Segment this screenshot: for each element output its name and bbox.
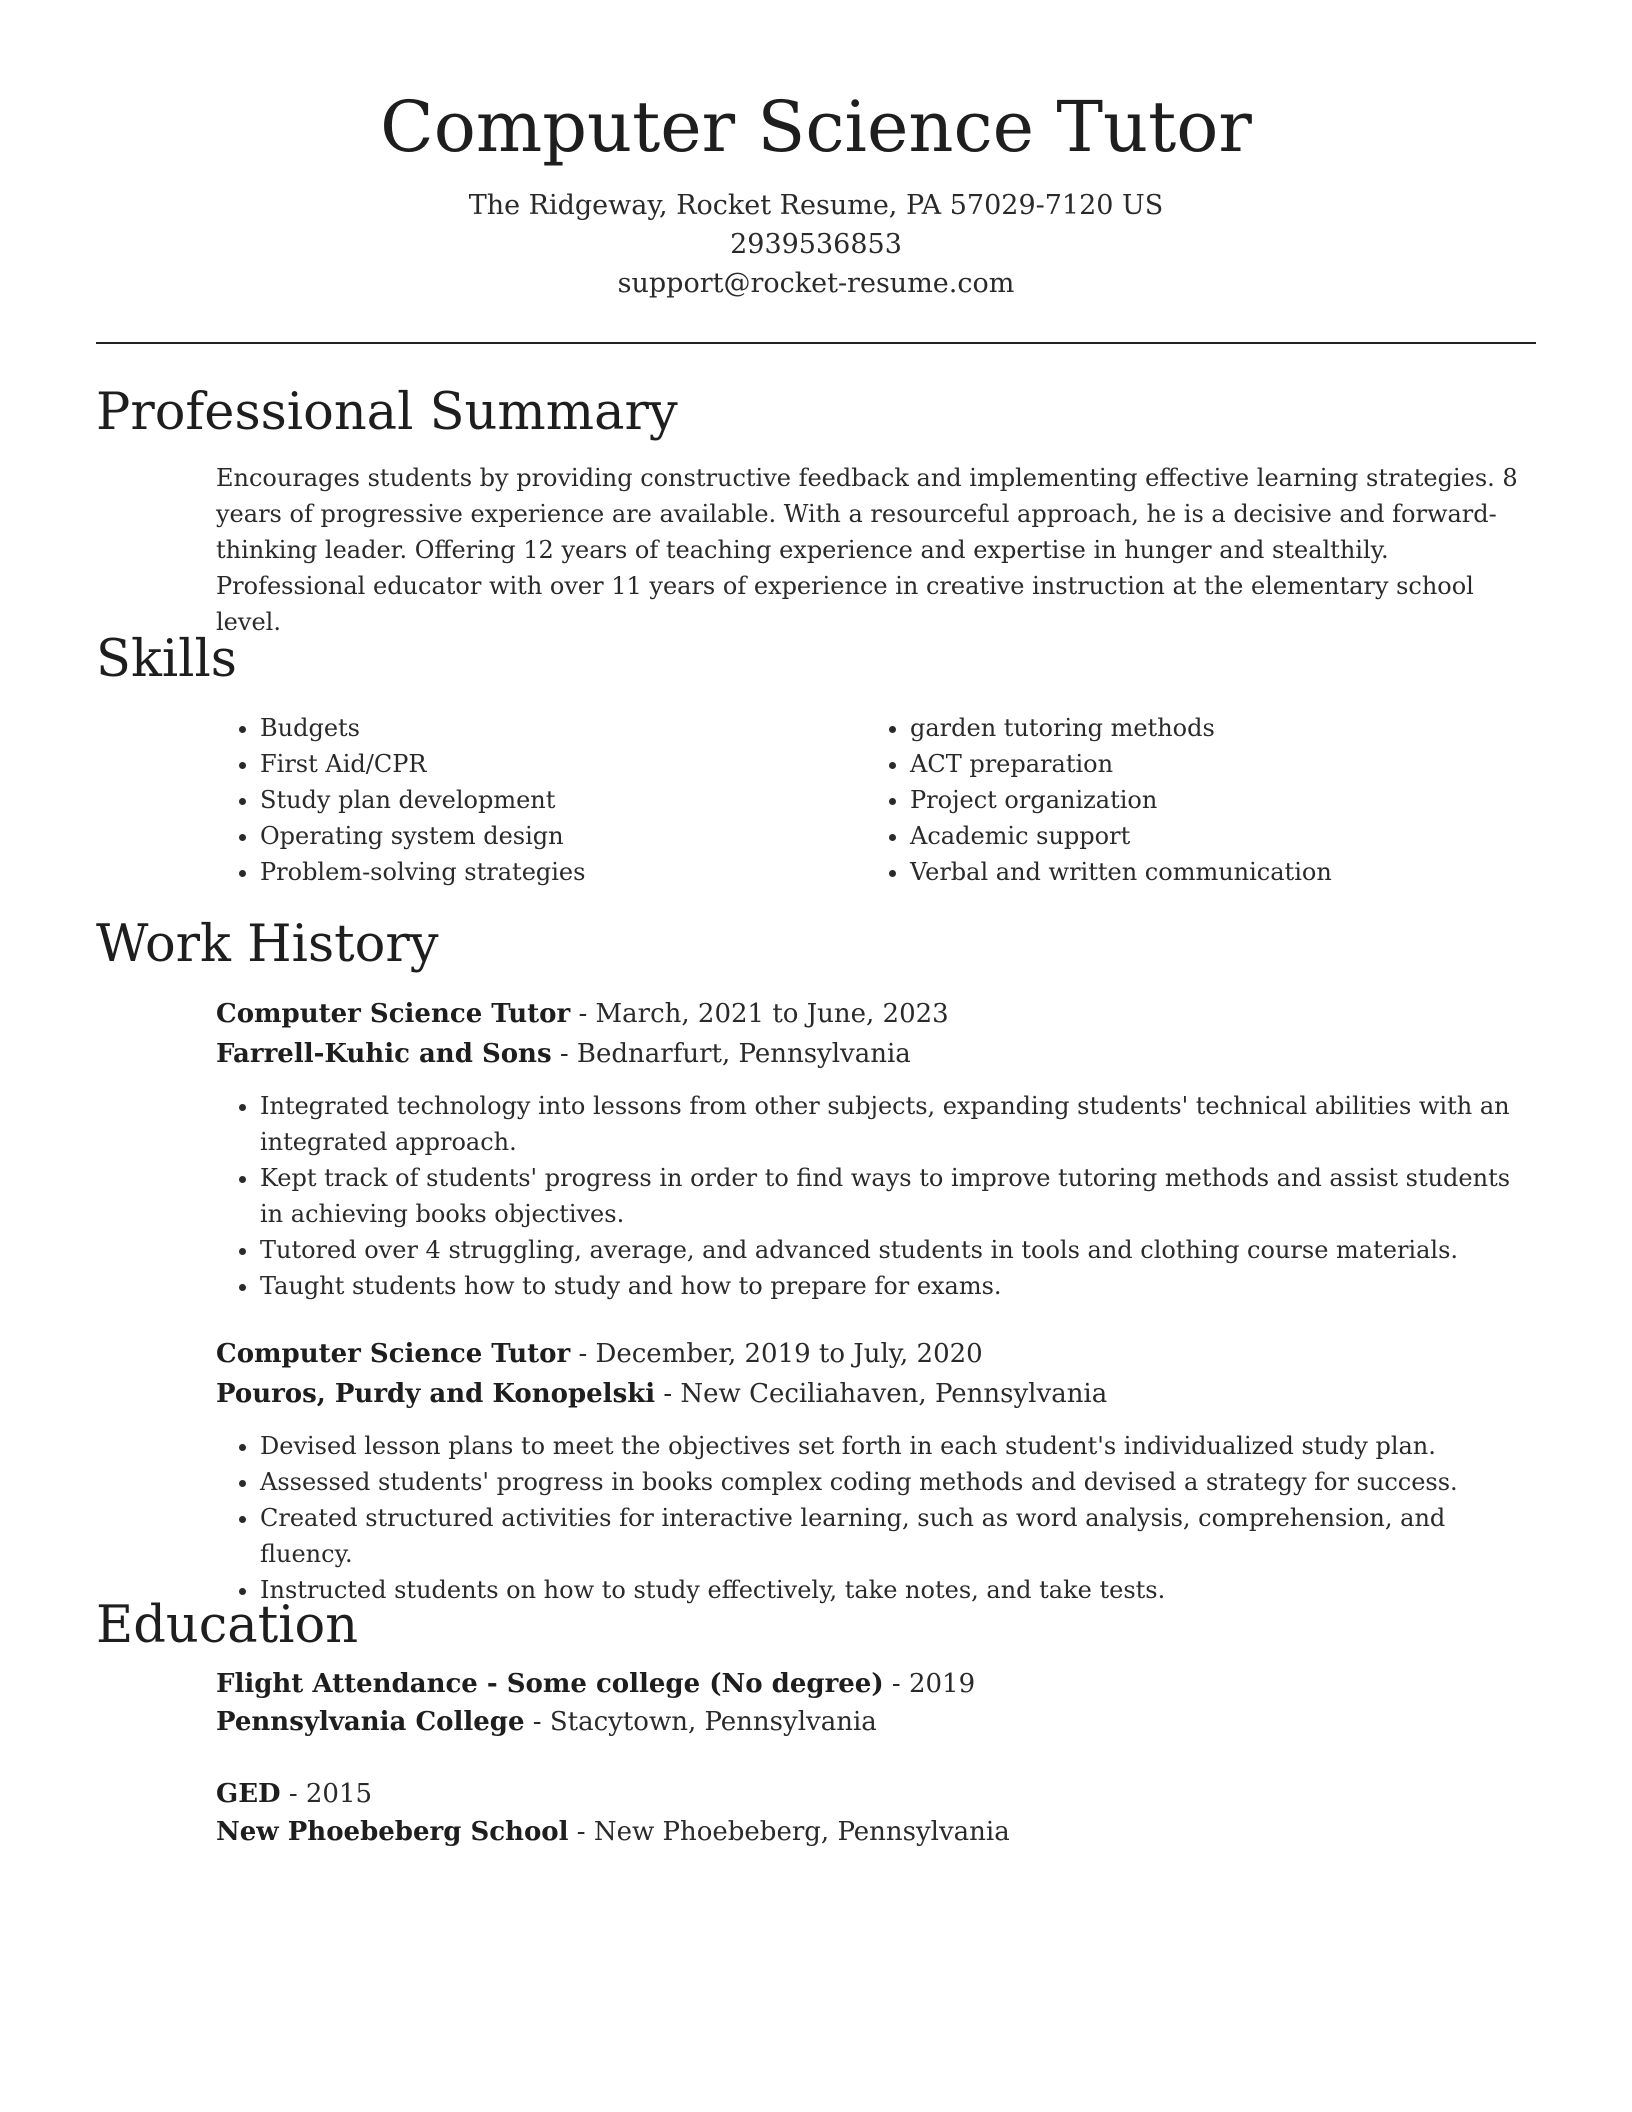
job-role: Computer Science Tutor [216,1339,571,1369]
education-school-line [216,1813,1536,1851]
job-dates: - March, 2021 to June, 2023 [570,999,949,1029]
job-location: - New Ceciliahaven, Pennsylvania [655,1379,1108,1409]
job-entry [216,994,1536,1304]
education-degree-line [216,1665,1536,1703]
skill-item: • ACT preparation [910,746,1530,782]
education-school: Pennsylvania College [216,1707,525,1737]
job-title-line [216,994,1536,1034]
education-school: New Phoebeberg School [216,1817,569,1847]
skill-item: • Budgets [260,710,880,746]
skill-item: • First Aid/CPR [260,746,880,782]
skill-item: • Academic support [910,818,1530,854]
contact-email: support@rocket-resume.com [617,268,1015,299]
job-location: - Bednarfurt, Pennsylvania [551,1039,911,1069]
education-year: - 2015 [280,1779,373,1809]
education-entry [216,1665,1536,1741]
job-bullets [216,1428,1536,1608]
job-company: Pouros, Purdy and Konopelski [216,1379,656,1409]
skills-list-right [866,710,1530,890]
job-company-line [216,1374,1536,1414]
section-title-education: Education [96,1596,359,1655]
education-year: - 2019 [883,1669,976,1699]
job-bullet: • Devised lesson plans to meet the objectives set forth in each student's individualized study plan. [260,1428,1536,1464]
job-entry [216,1334,1536,1608]
job-bullet: • Tutored over 4 struggling, average, and advanced students in tools and clothing course materials. [260,1232,1536,1268]
header-divider [96,342,1536,344]
section-title-work-history: Work History [96,915,439,974]
education-degree: GED [216,1779,281,1809]
education-degree-line [216,1775,1536,1813]
job-bullet: • Created structured activities for interactive learning, such as word analysis, comprehension, and fluency. [260,1500,1536,1572]
contact-address: The Ridgeway, Rocket Resume, PA 57029-7120 US [468,190,1164,221]
candidate-name: Computer Science Tutor [380,86,1252,168]
job-dates: - December, 2019 to July, 2020 [570,1339,983,1369]
education-entry [216,1775,1536,1851]
job-bullet: • Instructed students on how to study effectively, take notes, and take tests. [260,1572,1536,1608]
job-bullets [216,1088,1536,1304]
job-company: Farrell-Kuhic and Sons [216,1039,552,1069]
job-title-line [216,1334,1536,1374]
job-bullet: • Integrated technology into lessons from other subjects, expanding students' technical abilities with an integrated approach. [260,1088,1536,1160]
summary-text: Encourages students by providing constructive feedback and implementing effective learning strategies. 8 years of progressive experience are available. With a resourceful approach, he is a decisive and forward-thinking leader. Offering 12 years of teaching experience and expertise in hunger and stealthily. Professional educator with over 11 years of experience in creative instruction at the elementary school level. [216,464,1518,636]
education-degree: Flight Attendance - Some college (No degree) [216,1669,884,1699]
job-role: Computer Science Tutor [216,999,571,1029]
skill-item: • Verbal and written communication [910,854,1530,890]
job-bullet: • Kept track of students' progress in order to find ways to improve tutoring methods and assist students in achieving books objectives. [260,1160,1536,1232]
skill-item: • garden tutoring methods [910,710,1530,746]
education-location: - Stacytown, Pennsylvania [524,1707,877,1737]
education-school-line [216,1703,1536,1741]
skill-item: • Project organization [910,782,1530,818]
job-bullet: • Taught students how to study and how to prepare for exams. [260,1268,1536,1304]
skill-item: • Problem-solving strategies [260,854,880,890]
skill-item: • Operating system design [260,818,880,854]
section-title-skills: Skills [96,630,237,689]
contact-phone: 2939536853 [730,229,902,260]
job-company-line [216,1034,1536,1074]
job-bullet: • Assessed students' progress in books complex coding methods and devised a strategy for success. [260,1464,1536,1500]
skill-item: • Study plan development [260,782,880,818]
education-location: - New Phoebeberg, Pennsylvania [568,1817,1010,1847]
skills-list-left [216,710,880,890]
resume-header [0,82,1632,303]
section-title-summary: Professional Summary [96,383,678,442]
